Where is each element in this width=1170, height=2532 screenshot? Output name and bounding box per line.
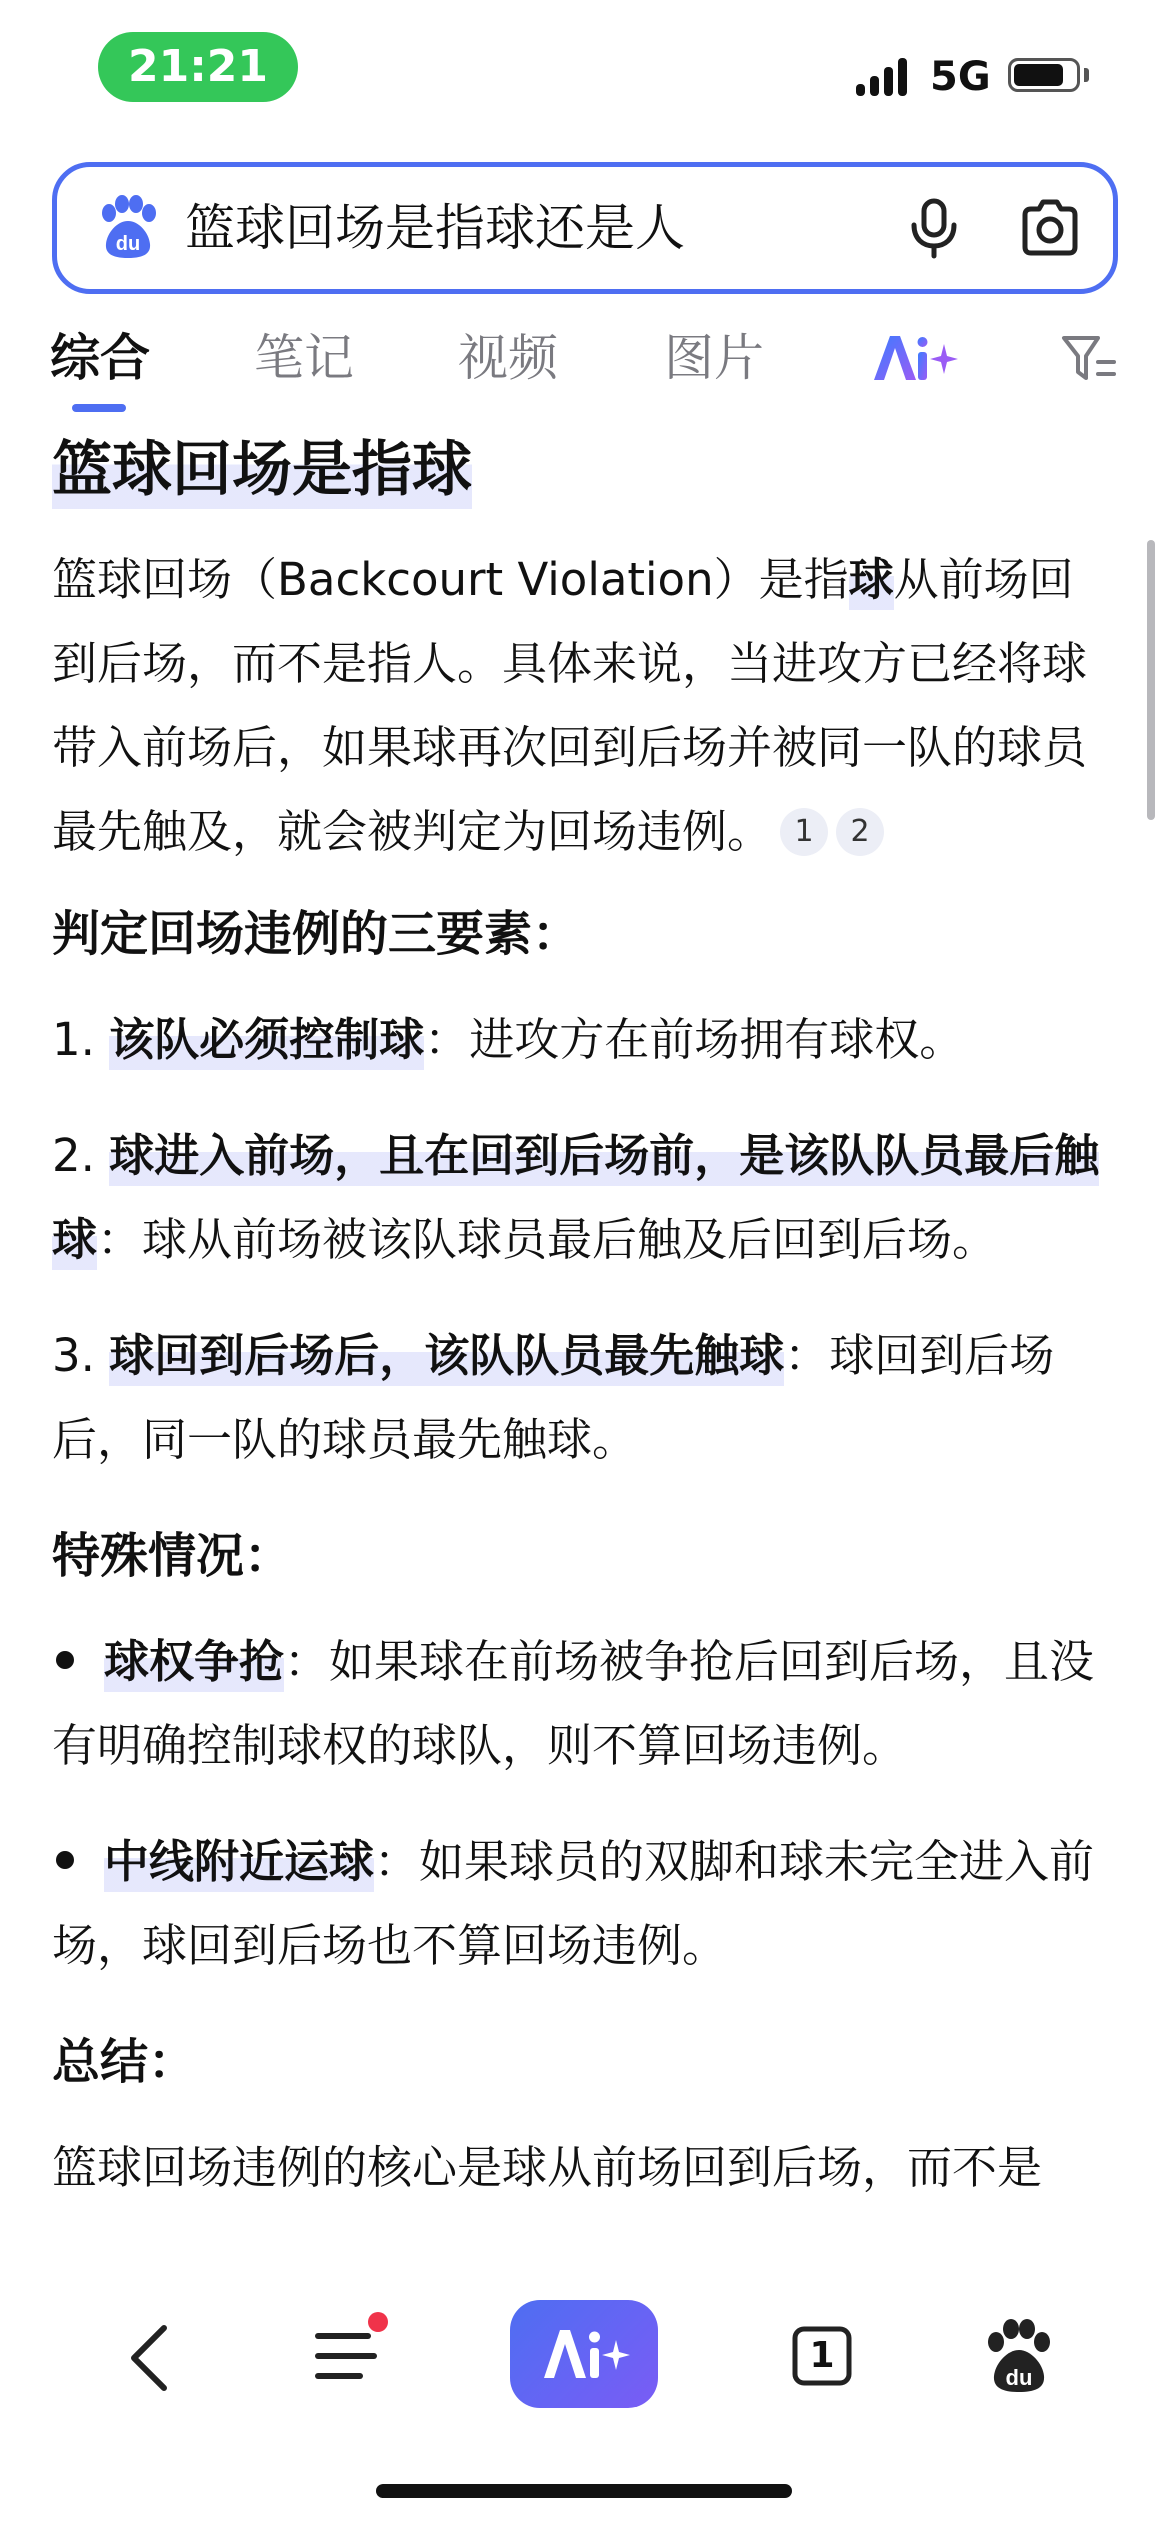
bullet-dot: [56, 1851, 74, 1869]
filter-icon[interactable]: [1058, 328, 1118, 388]
status-time: 21:21: [98, 32, 298, 102]
ai-tab-icon[interactable]: [868, 326, 960, 390]
search-input[interactable]: 篮球回场是指球还是人: [185, 199, 685, 257]
list-item: 3. 球回到后场后，该队队员最先触球：球回到后场后，同一队的球员最先触球。: [52, 1329, 1055, 1466]
list-item: 1. 该队必须控制球：进攻方在前场拥有球权。: [52, 998, 1116, 1082]
search-tabs: [0, 320, 1170, 420]
scrollbar[interactable]: [1147, 540, 1155, 820]
tabs-count[interactable]: 1: [809, 2335, 835, 2376]
tab-notes[interactable]: 笔记: [254, 329, 354, 387]
list-item: 2. 球进入前场，且在回到后场前，是该队队员最后触球：球从前场被该队球员最后触及后回到后场。: [52, 1114, 1116, 1282]
svg-text:du: du: [115, 233, 141, 255]
bullet-item: 中线附近运球：如果球员的双脚和球未完全进入前场，球回到后场也不算回场违例。: [52, 1835, 1095, 1972]
summary-heading: 总结：: [52, 2034, 197, 2090]
tab-images[interactable]: 图片: [664, 329, 764, 387]
ai-answer: [52, 428, 1116, 2226]
battery-icon: [1008, 58, 1080, 92]
tab-videos[interactable]: 视频: [458, 329, 558, 387]
svg-text:du: du: [1005, 2365, 1033, 2390]
back-icon[interactable]: [118, 2320, 182, 2396]
search-bar[interactable]: [52, 162, 1118, 294]
ai-assistant-button[interactable]: [510, 2300, 658, 2408]
camera-icon[interactable]: [1017, 195, 1083, 261]
ai-icon: [510, 2300, 658, 2408]
baidu-home-icon[interactable]: [984, 2318, 1054, 2394]
answer-title: 篮球回场是指球: [52, 428, 1116, 512]
battery-tip: [1084, 68, 1089, 82]
citation-1[interactable]: 1: [780, 808, 828, 856]
citation-2[interactable]: 2: [836, 808, 884, 856]
home-indicator[interactable]: [376, 2484, 792, 2498]
tab-active-indicator: [72, 404, 126, 412]
tab-all[interactable]: 综合: [50, 329, 150, 387]
notification-dot: [368, 2312, 388, 2332]
status-bar: [0, 0, 1170, 140]
intro-emphasis: 球: [849, 553, 894, 610]
elements-heading: 判定回场违例的三要素：: [52, 906, 581, 962]
baidu-paw-icon: [95, 195, 161, 261]
network-type: 5G: [930, 54, 991, 100]
special-heading: 特殊情况：: [52, 1528, 293, 1584]
bullet-item: 球权争抢：如果球在前场被争抢后回到后场，且没有明确控制球权的球队，则不算回场违例。: [52, 1635, 1095, 1772]
menu-icon[interactable]: [312, 2324, 384, 2388]
signal-icon: [856, 58, 916, 98]
bullet-dot: [56, 1651, 74, 1669]
intro-paragraph: 篮球回场（Backcourt Violation）是指球从前场回到后场，而不是指人。具体来说，当进攻方已经将球带入前场后，如果球再次回到后场并被同一队的球员最先触及，就会被判定为回场违例。 1 2: [52, 553, 1088, 858]
summary-paragraph: 篮球回场违例的核心是球从前场回到后场，而不是: [52, 2141, 1043, 2194]
microphone-icon[interactable]: [901, 195, 967, 261]
